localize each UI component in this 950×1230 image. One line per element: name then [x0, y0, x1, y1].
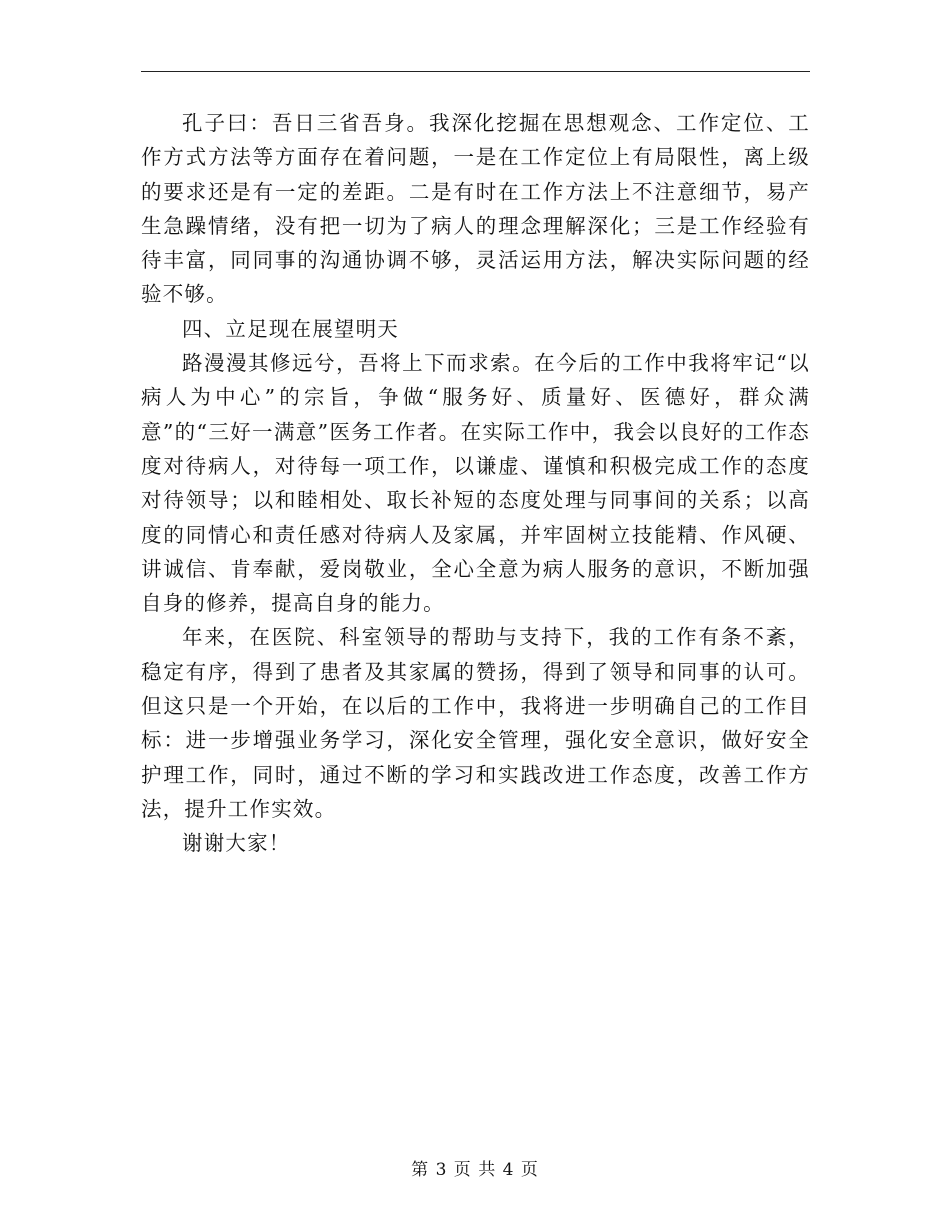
page-footer	[0, 1155, 950, 1180]
paragraph-self-reflection: 孔子曰：吾日三省吾身。我深化挖掘在思想观念、工作定位、工作方式方法等方面存在着问题，一是在工作定位上有局限性，离上级的要求还是有一定的差距。二是有时在工作方法上不注意细节，易产生急躁情绪，没有把一切为了病人的理念理解深化；三是工作经验有待丰富，同同事的沟通协调不够，灵活运用方法，解决实际问题的经验不够。	[141, 111, 810, 307]
page-number: 第 3 页 共 4 页	[411, 1160, 539, 1180]
paragraph-outlook: 路漫漫其修远兮，吾将上下而求索。在今后的工作中我将牢记“以病人为中心”的宗旨，争做“服务好、质量好、医德好，群众满意”的“三好一满意”医务工作者。在实际工作中，我会以良好的工作态度对待病人，对待每一项工作，以谦虚、谨慎和积极完成工作的态度对待领导；以和睦相处、取长补短的态度处理与同事间的关系；以高度的同情心和责任感对待病人及家属，并牢固树立技能精、作风硬、讲诚信、肯奉献，爱岗敬业，全心全意为病人服务的意识，不断加强自身的修养，提高自身的能力。	[141, 351, 810, 616]
header-rule	[141, 71, 810, 72]
document-body	[141, 106, 810, 861]
paragraph-summary: 年来，在医院、科室领导的帮助与支持下，我的工作有条不紊，稳定有序，得到了患者及其家属的赞扬，得到了领导和同事的认可。但这只是一个开始，在以后的工作中，我将进一步明确自己的工作目标：进一步增强业务学习，深化安全管理，强化安全意识，做好安全护理工作，同时，通过不断的学习和实践改进工作态度，改善工作方法，提升工作实效。	[141, 625, 810, 821]
section-heading: 四、立足现在展望明天	[182, 316, 399, 341]
paragraph-closing: 谢谢大家！	[182, 831, 291, 856]
